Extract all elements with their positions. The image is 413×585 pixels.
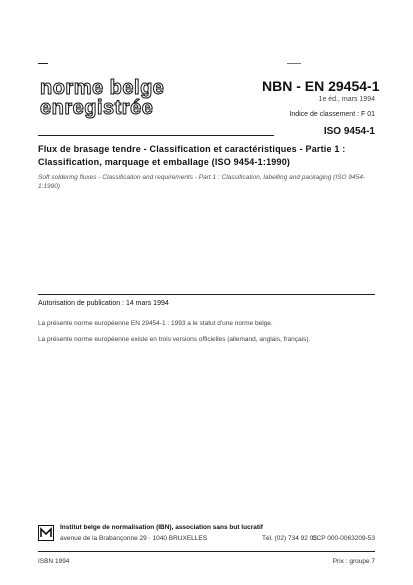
- institute-name: Institut belge de normalisation (IBN), association sans but lucratif: [60, 524, 263, 531]
- classification-index: Indice de classement : F 01: [289, 111, 375, 118]
- authorization-date: Autorisation de publication : 14 mars 1994: [38, 300, 169, 307]
- ibn-logo-icon: [38, 525, 54, 541]
- english-title: Soft soldering fluxes - Classification and requirements - Part 1 : Classification, labelling and packaging (ISO 9454-1:1990): [38, 174, 365, 190]
- standard-number: NBN - EN 29454-1: [262, 78, 380, 94]
- top-rule-right: [287, 63, 301, 64]
- iso-reference: ISO 9454-1: [323, 126, 375, 137]
- footer-separator: [38, 551, 375, 552]
- language-versions: La présente norme européenne existe en trois versions officielles (allemand, anglais, français).: [38, 336, 311, 343]
- institute-telephone: Tél. (02) 734 92 05: [262, 535, 317, 542]
- edition-date: 1e éd., mars 1994: [318, 96, 375, 103]
- isbn: ISBN 1994: [38, 558, 70, 565]
- brand-line-2: enregistrée: [40, 97, 154, 119]
- top-rule-left: [38, 63, 48, 64]
- header-separator: [38, 135, 274, 136]
- institute-address: avenue de la Brabançonne 29 · 1040 BRUXELLES: [60, 535, 208, 542]
- body-separator: [38, 294, 375, 295]
- brand-line-1: norme belge: [40, 77, 165, 99]
- price-group: Prix : groupe 7: [332, 558, 375, 565]
- french-title: Flux de brasage tendre - Classification et caractéristiques - Partie 1 : Classification, marquage et emballage (ISO 9454-1:1990): [38, 144, 346, 167]
- postal-account: CCP 000-0063209-53: [311, 535, 375, 542]
- ratification-statement: La présente norme européenne EN 29454-1 : 1993 a le statut d'une norme belge.: [38, 320, 273, 327]
